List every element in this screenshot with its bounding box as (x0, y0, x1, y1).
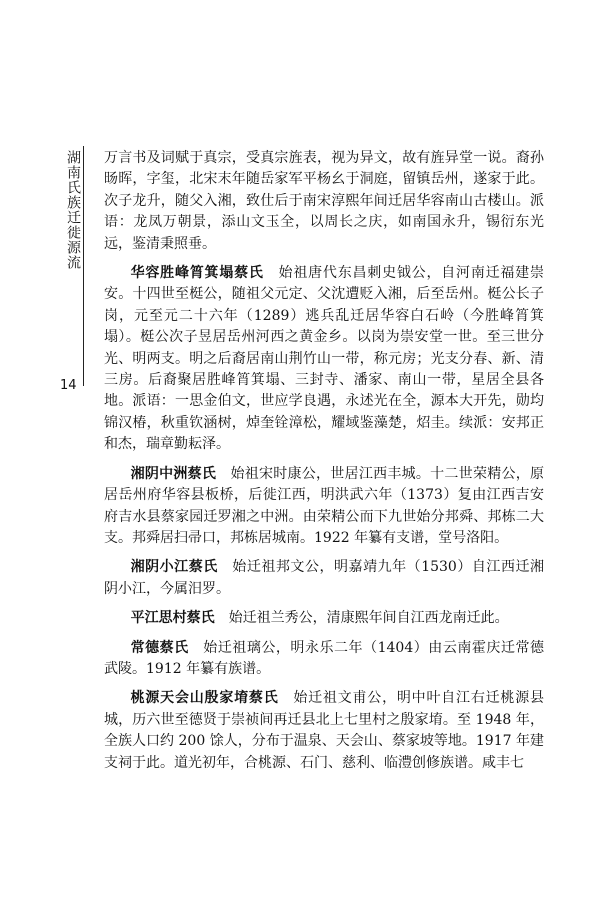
paragraph-entry (104, 688, 544, 774)
clan-heading: 华容胜峰筲箕塌蔡氏 (130, 265, 264, 282)
paragraph-text: 始迁祖文甫公，明中叶自江右迁桃源县城，历六世至德贤于崇祯间再迁县北上七里村之殷家堉。至 1948 年，全族人口约 200 馀人，分布于温泉、天会山、蔡家坡等地。1917 年建支祠于此。道光初年，合桃源、石门、慈利、临澧创修族谱。咸丰七 (104, 690, 545, 771)
paragraph-text: 始迁祖璃公，明永乐二年（1404）由云南霍庆迁常德武陵。1912 年纂有族谱。 (104, 639, 544, 677)
paragraph-text: 万言书及词赋于真宗，受真宗旌表，视为异文，故有旌异堂一说。裔孙旸晖，字玺，北宋末年随岳家军平杨幺于洞庭，留镇岳州，遂家于此。次子龙升，随父入湘，致仕后于南宋淳熙年间迁居华容南山古楼山。派语：龙凤万朝景，添山文玉全，以周长之庆，如南国永升，锡衍东光远，鉴清秉照垂。 (104, 150, 544, 252)
paragraph-entry (104, 263, 544, 456)
side-title: 湖南氏族迁徙源流 (65, 150, 81, 270)
paragraph-text: 始祖唐代东昌刺史钺公，自河南迁福建崇安。十四世至梃公，随祖父元定、父沈遭贬入湘，后至岳州。梃公长子岗，元至元二十六年（1289）逃兵乱迁居华容白石岭（今胜峰筲箕塌）。梃公次子昱居岳州河西之黄金乡。以岗为崇安堂一世。至三世分光、明两支。明之后裔居南山荆竹山一带，称元房；光支分春、新、清三房。后裔聚居胜峰筲箕塌、三封寺、潘家、南山一带，星居全县各地。派语：一思金伯文，世应学良遇，永述光在全，源本大开先，勋均锦汉椿，秋重钦涵树，焯奎铨漳松，耀域鉴藻楚，炤圭。续派：安邦正和杰，瑞章勤耘泽。 (104, 265, 545, 453)
clan-heading: 平江思村蔡氏 (130, 610, 215, 627)
paragraph-text: 始迁祖兰秀公，清康熙年间自江西龙南迁此。 (228, 610, 509, 627)
page-number: 14 (60, 378, 77, 393)
clan-heading: 常德蔡氏 (130, 639, 189, 656)
paragraph-entry (104, 608, 544, 629)
side-rule (83, 146, 84, 386)
paragraph-entry (104, 638, 544, 681)
paragraph-entry (104, 464, 544, 550)
page-content (104, 148, 544, 782)
clan-heading: 桃源天会山殷家堉蔡氏 (130, 690, 279, 707)
clan-heading: 湘阴小江蔡氏 (130, 559, 218, 576)
paragraph-entry (104, 557, 544, 600)
paragraph-continuation (104, 148, 544, 255)
paragraph-text: 始祖宋时康公，世居江西丰城。十二世荣精公，原居岳州府华容县板桥，后徙江西，明洪武六年（1373）复由江西吉安府吉水县蔡家园迁罗湘之中洲。由荣精公而下九世始分邦舜、邦栋二大支。邦舜居扫帚口，邦栋居城南。1922 年纂有支谱，堂号洛阳。 (104, 465, 545, 546)
clan-heading: 湘阴中洲蔡氏 (130, 465, 217, 482)
paragraph-text: 始迁祖邦文公，明嘉靖九年（1530）自江西迁湘阴小江，今属汨罗。 (104, 559, 544, 597)
